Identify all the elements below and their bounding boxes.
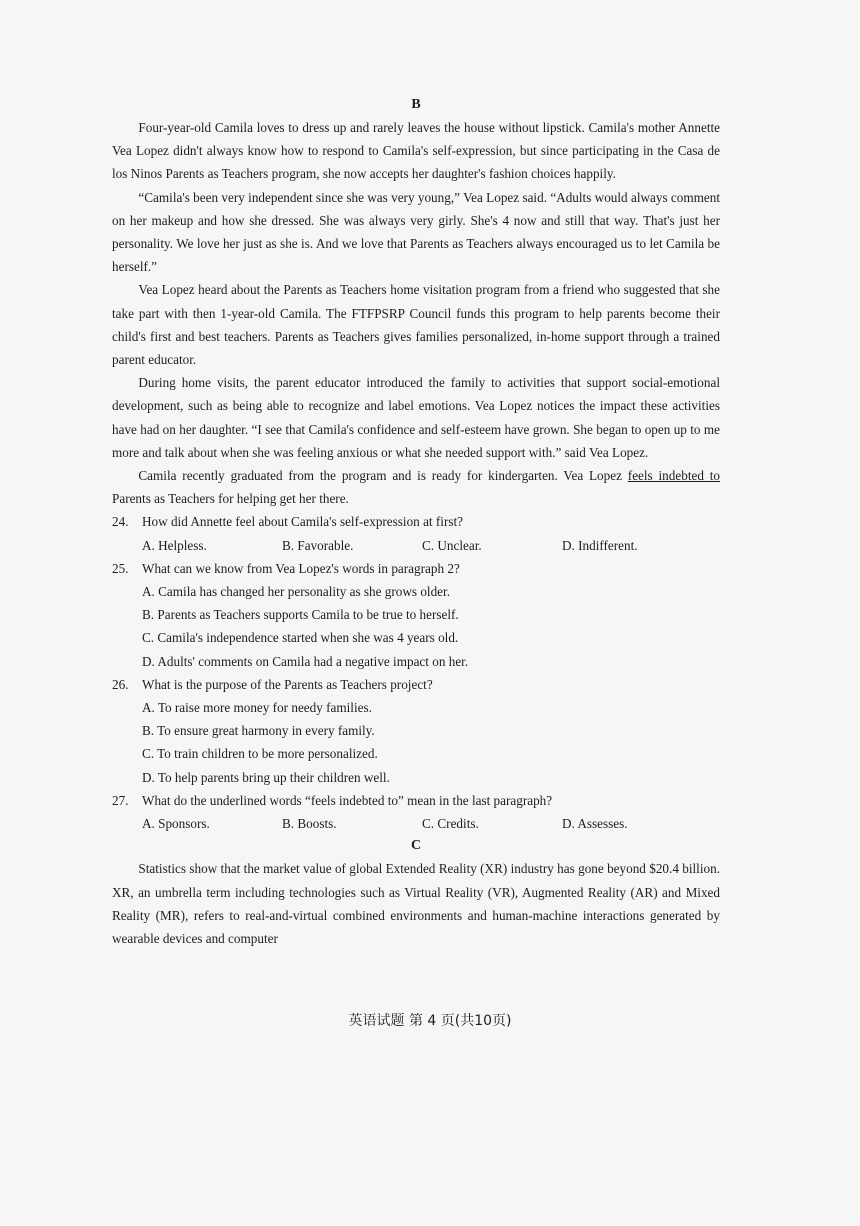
- options-row: [142, 534, 720, 557]
- option-b: B. Favorable.: [282, 537, 354, 553]
- option-d: D. To help parents bring up their children well.: [142, 769, 390, 785]
- passage-b-paragraph-3: Vea Lopez heard about the Parents as Teachers home visitation program from a friend who suggested that she take part with then 1-year-old Camila. The FTFPSRP Council funds this program to help parents become their child's first and best teachers. Parents as Teachers gives families personalized, in-home support through a trained parent educator.: [112, 282, 720, 368]
- option-c: C. Unclear.: [422, 537, 482, 553]
- option-d: D. Indifferent.: [562, 537, 638, 553]
- passage-c-paragraph-1: Statistics show that the market value of global Extended Reality (XR) industry has gone beyond $20.4 billion. XR, an umbrella term including technologies such as Virtual Reality (VR), Augmented Reality (AR) and Mixed Reality (MR), refers to real-and-virtual combined environments and human-machine interactions generated by wearable devices and computer: [112, 861, 720, 946]
- option-b: B. To ensure great harmony in every family.: [142, 723, 375, 739]
- passage-b-paragraph-2: “Camila's been very independent since she was very young,” Vea Lopez said. “Adults would always comment on her makeup and how she dressed. She was always very girly. She's 4 now and still that way. That's just her personality. We love her just as she is. And we love that Parents as Teachers always encouraged us to let Camila be herself.”: [112, 189, 720, 275]
- question-text: How did Annette feel about Camila's self-expression at first?: [142, 514, 463, 530]
- section-b-title: B: [411, 97, 421, 112]
- passage-b-paragraph-4: During home visits, the parent educator introduced the family to activities that support social-emotional development, such as being able to recognize and label emotions. Vea Lopez notices the impact these activities have had on her daughter. “I see that Camila's confidence and self-esteem have grown. She began to open up to me more and talk about when she was feeling anxious or what she needed support with.” said Vea Lopez.: [112, 375, 720, 460]
- underlined-phrase: feels indebted to: [627, 468, 721, 484]
- question-25: [112, 557, 720, 673]
- exam-page: [112, 94, 720, 950]
- option-c: C. Camila's independence started when she was 4 years old.: [142, 630, 459, 646]
- question-stem: [112, 510, 720, 533]
- options-row: [142, 812, 720, 835]
- option-a: A. Camila has changed her personality as she grows older.: [142, 584, 450, 600]
- question-number: 26.: [112, 676, 129, 692]
- option-d: D. Adults' comments on Camila had a negative impact on her.: [142, 653, 469, 669]
- question-stem: [112, 557, 720, 580]
- option-a: A. Helpless.: [142, 537, 207, 553]
- question-text: What can we know from Vea Lopez's words in paragraph 2?: [142, 560, 460, 576]
- question-24: [112, 510, 720, 556]
- question-number: 25.: [112, 560, 129, 576]
- option-a: A. Sponsors.: [142, 816, 210, 832]
- question-26: [112, 673, 720, 789]
- question-stem: [112, 673, 720, 696]
- section-c-title: C: [410, 838, 422, 854]
- option-c: C. Credits.: [422, 816, 479, 832]
- page-footer: 英语试题 第 4 页(共10页): [348, 1013, 512, 1029]
- question-text: What do the underlined words “feels indebted to” mean in the last paragraph?: [142, 792, 553, 808]
- option-a: A. To raise more money for needy families.: [142, 700, 372, 716]
- passage-b-paragraph-5: [112, 464, 720, 510]
- question-stem: [112, 789, 720, 812]
- question-27: [112, 789, 720, 835]
- question-text: What is the purpose of the Parents as Teachers project?: [142, 676, 433, 692]
- option-c: C. To train children to be more personalized.: [142, 746, 378, 762]
- question-number: 24.: [112, 514, 129, 530]
- option-b: B. Parents as Teachers supports Camila to be true to herself.: [142, 607, 459, 623]
- question-number: 27.: [112, 792, 129, 808]
- paragraph-5-text-before: Camila recently graduated from the program and is ready for kindergarten. Vea Lopez: [138, 468, 628, 484]
- option-d: D. Assesses.: [562, 816, 628, 832]
- paragraph-5-text-after: Parents as Teachers for helping get her there.: [112, 491, 349, 507]
- passage-b-paragraph-1: Four-year-old Camila loves to dress up and rarely leaves the house without lipstick. Camila's mother Annette Vea Lopez didn't always know how to respond to Camila's self-expression, but since participating in the Casa de los Ninos Parents as Teachers program, she now accepts her daughter's fashion choices happily.: [112, 120, 720, 182]
- option-b: B. Boosts.: [282, 816, 337, 832]
